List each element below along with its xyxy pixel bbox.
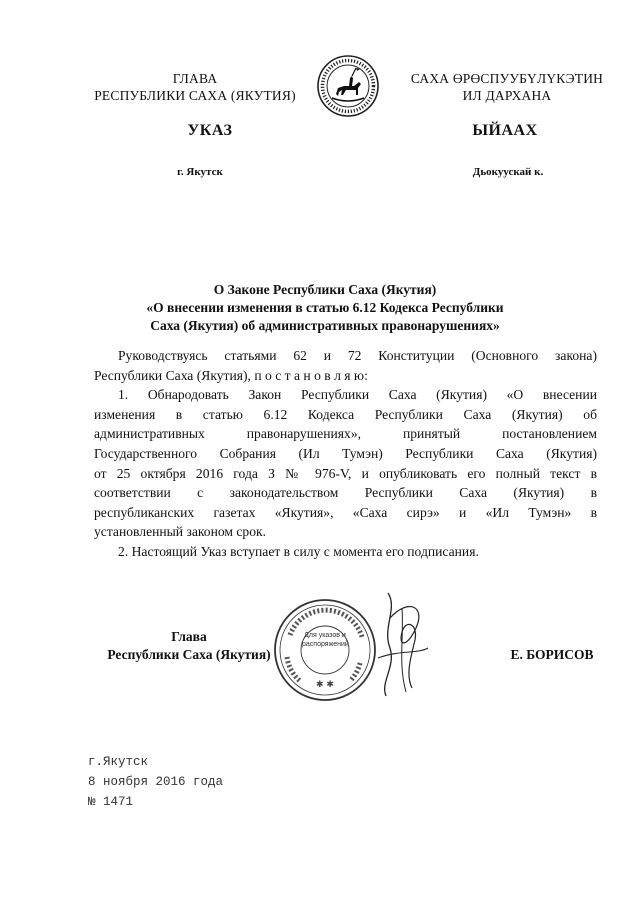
item1-line3: административных правонарушениях», принятый постановлением <box>94 426 597 442</box>
item1-line5: от 25 октября 2016 года З № 976-V, и опубликовать его полный текст в <box>94 465 597 481</box>
place-ru: г. Якутск <box>177 166 223 178</box>
body-intro-line2: Республики Саха (Якутия), п о с т а н о в л я ю: <box>94 367 368 383</box>
signatory-name: Е. БОРИСОВ <box>510 647 594 662</box>
registration-block <box>88 752 308 812</box>
document-title-line1: О Законе Республики Саха (Якутия) <box>213 282 437 297</box>
registration-place: г.Якутск <box>88 755 149 769</box>
item2-line: 2. Настоящий Указ вступает в силу с момента его подписания. <box>118 543 479 559</box>
issuer-title-sakha: ИЛ ДАРХАНА <box>462 88 552 103</box>
document-title-line2: «О внесении изменения в статью 6.12 Кодекса Республики <box>146 300 504 315</box>
issuer-title-ru: ГЛАВА <box>172 71 218 86</box>
issuer-block-ru <box>80 70 310 104</box>
item1-line7: республиканских газетах «Якутия», «Саха сирэ» и «Ил Тумэн» в <box>94 504 597 520</box>
stamp-center-text: Для указов и распоряжений <box>302 632 349 648</box>
issuer-block-sakha <box>384 70 630 104</box>
item1-line1: 1. Обнародовать Закон Республики Саха (Якутия) «О внесении <box>118 387 597 403</box>
official-stamp-icon <box>270 595 380 705</box>
place-sakha: Дьокуускай к. <box>472 166 544 178</box>
item1-line4: Государственного Собрания (Ил Тумэн) Республики Саха (Якутия) <box>94 445 597 461</box>
body-intro-line1: Руководствуясь статьями 62 и 72 Конституции (Основного закона) <box>118 348 597 363</box>
doc-type-sakha: ЫЙААХ <box>472 122 538 139</box>
issuer-name-sakha: САХА ӨРӨСПУУБҮЛҮКЭТИН <box>410 71 604 86</box>
issuer-name-ru: РЕСПУБЛИКИ САХА (ЯКУТИЯ) <box>94 88 296 103</box>
registration-date: 8 ноября 2016 года <box>88 775 224 789</box>
handwritten-signature-icon <box>368 588 438 700</box>
doc-type-ru: УКАЗ <box>187 122 233 139</box>
document-title-line3: Саха (Якутия) об административных правонарушениях» <box>150 318 500 333</box>
signatory-title-line2: Республики Саха (Якутия) <box>107 647 271 662</box>
document-title <box>110 281 540 335</box>
item1-line6: соответствии с законодательством Республики Саха (Якутия) в <box>94 485 597 501</box>
signatory-title <box>94 628 284 664</box>
item1-line8: установленный законом срок. <box>94 524 267 540</box>
svg-text:✱ ✱: ✱ ✱ <box>316 680 334 690</box>
signatory-title-line1: Глава <box>171 629 207 644</box>
document-body <box>94 346 597 562</box>
registration-number: № 1471 <box>88 795 134 809</box>
item1-line2: изменения в статью 6.12 Кодекса Республики Саха (Якутия) об <box>94 406 597 422</box>
republic-emblem-icon <box>316 54 380 118</box>
